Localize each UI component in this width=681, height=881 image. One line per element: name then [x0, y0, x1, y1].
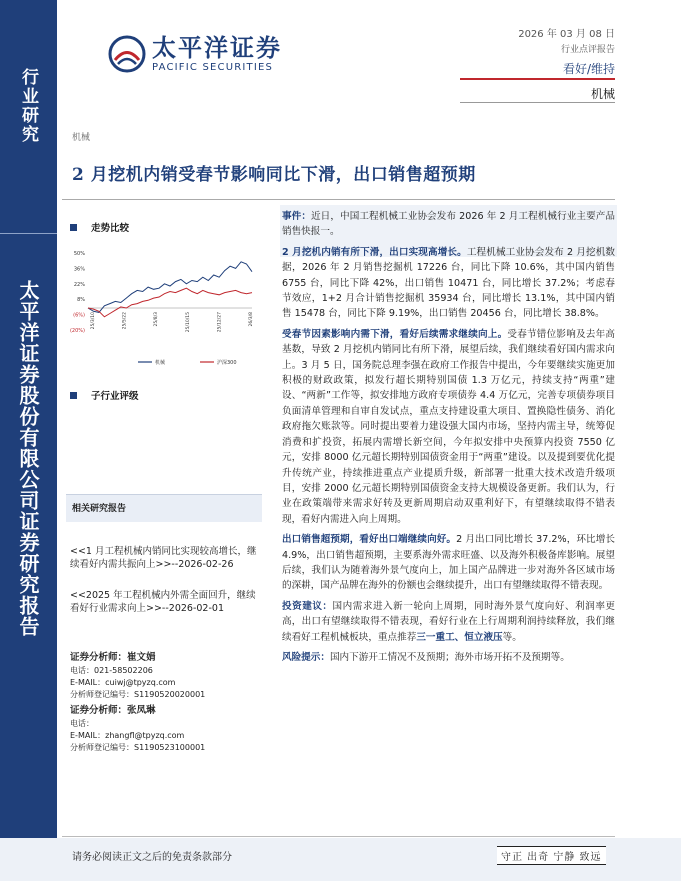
paragraph-lead: 投资建议：: [282, 600, 333, 612]
breadcrumb: 机械: [72, 133, 91, 143]
recommended-stocks: 三一重工、恒立液压: [416, 631, 503, 643]
analyst-2-phone: 电话：: [70, 719, 94, 728]
sidebar-divider: [0, 233, 57, 234]
page-title: 2 月挖机内销受春节影响同比下滑，出口销售超预期: [72, 165, 476, 185]
paragraph-text: 国内需求进入新一轮向上周期，同时海外景气度向好、利润率更高，出口有望继续取得不错表现，看好行业在上行周期利润持续释放，我们继续看好工程机械板块，重点推荐: [282, 600, 616, 643]
paragraph-lead: 事件：: [282, 211, 312, 222]
x-tick-label: 25/12/27: [217, 312, 223, 333]
x-tick-label: 25/5/22: [122, 312, 128, 330]
paragraph-risk: [282, 650, 615, 665]
title-rule: [62, 199, 615, 200]
footer-rule: [62, 836, 615, 837]
y-tick-label: (6%): [73, 312, 85, 319]
analyst-2-email[interactable]: E-MAIL：zhangfl@tpyzq.com: [70, 731, 185, 740]
report-date: 2026 年 03 月 08 日: [518, 29, 615, 40]
analyst-1-name: 证券分析师：崔文娟: [70, 652, 156, 663]
paragraph-tail: 等。: [502, 631, 522, 643]
x-tick-label: 25/8/3: [154, 312, 160, 327]
trend-chart: [66, 248, 262, 373]
legend-label: 机械: [155, 360, 166, 366]
paragraph-policy: [282, 327, 615, 527]
y-tick-label: (20%): [69, 328, 85, 334]
sidebar-top-label: 行业研究: [18, 68, 38, 144]
related-report-2[interactable]: <<2025 年工程机械内外需全面回升，继续看好行业需求向上>>--2026-02-01: [70, 590, 256, 614]
paragraph-lead: 2 月挖机内销有所下滑，出口实现高增长。: [282, 246, 467, 258]
trend-chart-svg: [66, 248, 262, 373]
paragraph-domestic: [282, 245, 615, 322]
footer-disclaimer: 请务必阅读正文之后的免责条款部分: [72, 852, 232, 863]
paragraph-text: 受春节错位影响及去年高基数，导致 2 月挖机内销同比有所下滑，展望后续，我们继续看好国内需求向上。3 月 5 日，国务院总理李强在政府工作报告中提出，今年要继续实施更加积极的财政政策，拟发行超长期特别国债 1.3 万亿元，持续支持“两重”建设、“两新”工作等，拟安排地方政府专项债券 4.4 万亿元，完善专项债券项目负面清单管理和自审自发试点，重点支持建设重大项目、置换隐性债务、消化政府拖欠账款等。同时提出要着力建设强大国内市场，坚持内需主导，统筹促消费和扩投资，拓展内需增长新空间，今年拟安排中央预算内投资 7550 亿元，安排 8000 亿元超长期特别国债资金用于“两重”建设。以及提到要优化提升传统产业，持续推进重点产业提质升级，新部署一批重大技术改造升级项目，安排 2000 亿元超长期特别国债资金支持大规模设备更新。我们认为，行业在政策端带来需求好转及更新周期启动双重利好下，有望继续取得不错表现，看好内需进入向上周期。: [282, 328, 616, 525]
series-line-1: [88, 262, 252, 313]
analyst-2: [70, 703, 270, 754]
analyst-2-name: 证券分析师：张凤琳: [70, 705, 156, 716]
y-tick-label: 22%: [73, 281, 85, 288]
analyst-1-cert: 分析师登记编号：S1190520020001: [70, 690, 206, 699]
footer-motto: 守正 出奇 宁静 致远: [497, 846, 606, 865]
related-report-1[interactable]: <<1 月工程机械内销同比实现较高增长，继续看好内需共振向上>>--2026-02-26: [70, 546, 257, 570]
paragraph-text: 国内下游开工情况不及预期；海外市场开拓不及预期等。: [329, 651, 570, 663]
left-sidebar: [0, 0, 57, 881]
trend-heading: [70, 220, 129, 234]
x-tick-label: 26/3/8: [249, 312, 254, 327]
main-body: [282, 209, 615, 670]
company-logo: [108, 34, 282, 74]
trend-heading-text: 走势比较: [91, 223, 130, 234]
analyst-1-phone: 电话：021-58502206: [70, 666, 153, 675]
paragraph-advice: [282, 599, 615, 645]
header-red-rule: [460, 78, 615, 80]
x-tick-label: 25/3/10: [91, 312, 96, 330]
paragraph-export: [282, 532, 615, 594]
rating: 看好/维持: [562, 62, 615, 76]
sector: 机械: [590, 87, 615, 101]
report-type: 行业点评报告: [560, 45, 615, 55]
related-heading: 相关研究报告: [66, 494, 262, 522]
analyst-1-email[interactable]: E-MAIL：cuiwj@tpyzq.com: [70, 678, 176, 687]
y-tick-label: 8%: [77, 297, 85, 304]
bullet-square-icon: [70, 224, 77, 231]
logo-chinese: 太平洋证券: [152, 34, 282, 62]
paragraph-lead: 风险提示：: [282, 651, 330, 663]
paragraph-text: 2 月出口同比增长 37.2%，环比增长 4.9%，出口销售超预期，主要系海外需求旺盛、以及海外积极备库影响。展望后续，我们认为随着海外景气度向上，加上国产品牌进一步对海外各区域市场的深耕，国产品牌在海外的份额也会继续提升，出口有望继续取得不错表现。: [282, 534, 615, 592]
bullet-square-icon: [70, 392, 77, 399]
y-tick-label: 50%: [73, 251, 85, 257]
analyst-2-cert: 分析师登记编号：S1190523100001: [70, 743, 206, 752]
logo-mark-icon: [108, 35, 146, 73]
legend-label: 沪深300: [217, 360, 237, 366]
analyst-1: [70, 650, 270, 701]
sidebar-bottom-label: 太平洋证券股份有限公司证券研究报告: [16, 280, 40, 637]
subsector-heading: [70, 388, 139, 402]
logo-english: PACIFIC SECURITIES: [152, 62, 274, 73]
paragraph-text: 工程机械工业协会发布 2 月挖机数据，2026 年 2 月销售挖掘机 17226 台，同比下降 10.6%，其中国内销售 6755 台，同比下降 42%，出口销售 10471 台，同比增长 37.2%；考虑春节效应，1+2 月合计销售挖掘机 35934 台，同比增长 13.1%，其中国内销售 15478 台，同比下降 9.19%，出口销售 20456 台，同比增长 38.8%。: [282, 246, 616, 320]
y-tick-label: 36%: [73, 266, 85, 273]
header-rule: [460, 102, 615, 103]
subsector-heading-text: 子行业评级: [91, 391, 139, 402]
paragraph-text: 近日，中国工程机械工业协会发布 2026 年 2 月工程机械行业主要产品销售快报一。: [282, 211, 616, 238]
paragraph-lead: 受春节因素影响内需下滑，看好后续需求继续向上。: [282, 328, 508, 340]
x-tick-label: 25/10/15: [185, 312, 191, 333]
paragraph-lead: 出口销售超预期，看好出口端继续向好。: [282, 534, 457, 546]
paragraph-event: [282, 209, 615, 240]
